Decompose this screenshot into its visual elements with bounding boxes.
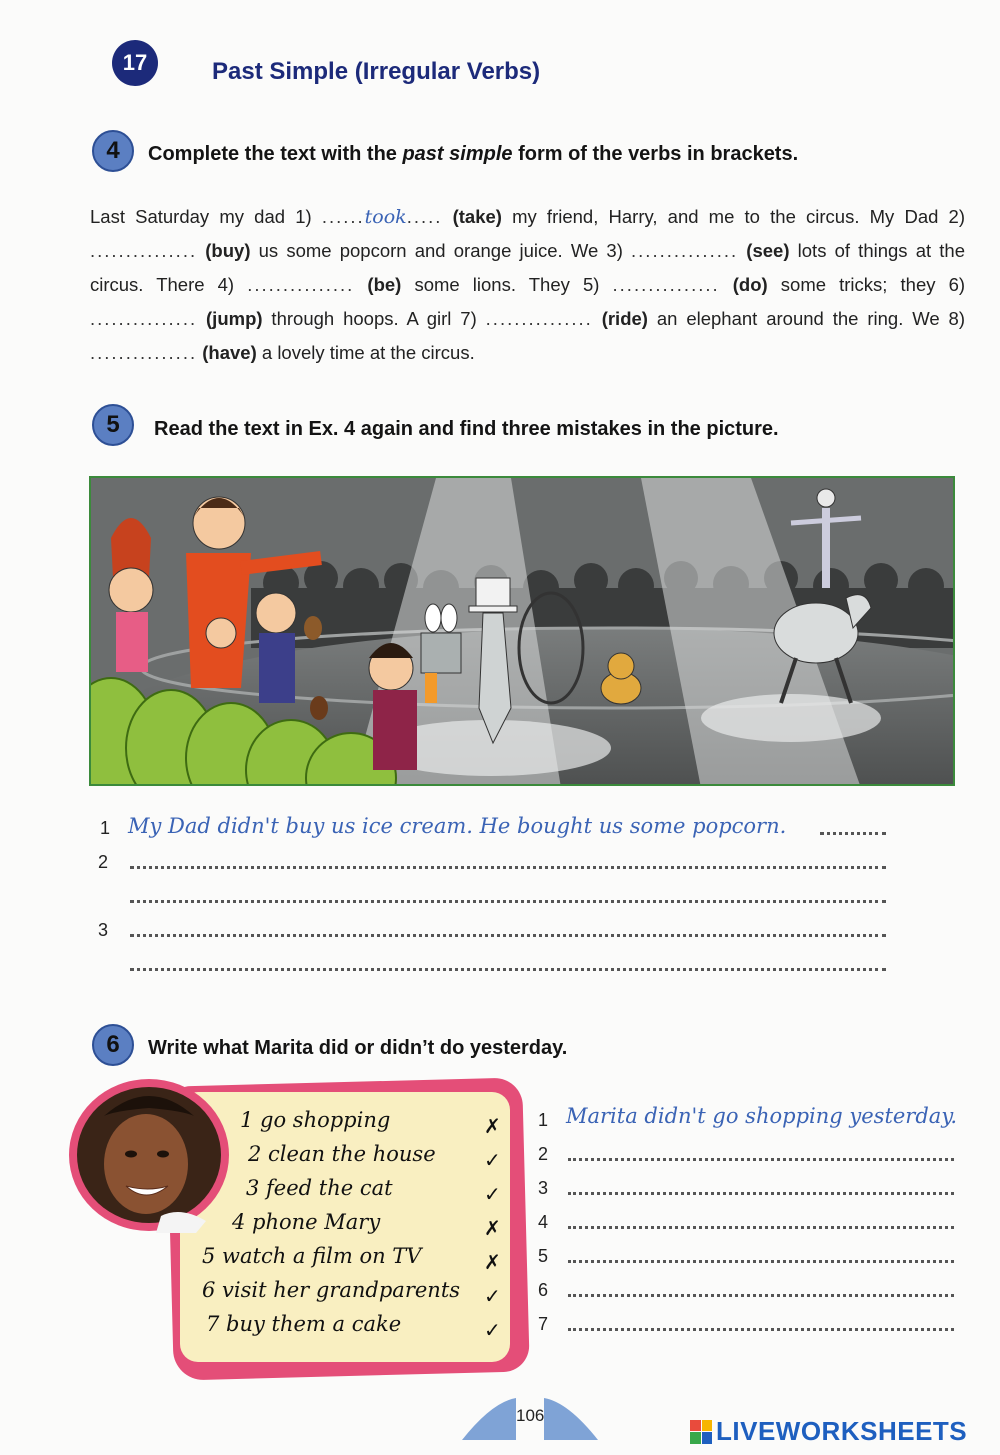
todo-item-1: 1 go shopping	[240, 1108, 391, 1132]
verb-hint-4: (be)	[367, 274, 402, 295]
liveworksheets-logo[interactable]	[690, 1416, 967, 1447]
circus-illustration	[91, 478, 955, 786]
blank-6[interactable]: ...............	[90, 308, 198, 329]
unit-number-badge: 17	[112, 40, 158, 86]
exercise-5-title: Read the text in Ex. 4 again and find three mistakes in the picture.	[154, 418, 779, 440]
cross-icon: ✗	[484, 1218, 501, 1240]
text-segment: Last Saturday my dad 1)	[90, 206, 312, 227]
exercise-4-title	[148, 143, 798, 166]
blank-4[interactable]: ...............	[247, 274, 355, 295]
answer-line-3[interactable]	[568, 1192, 954, 1195]
blank-8[interactable]: ...............	[90, 342, 198, 363]
portrait-image	[66, 1076, 232, 1234]
line-number: 5	[538, 1246, 549, 1266]
dotted-line	[820, 832, 886, 835]
title-text: form of the verbs in brackets.	[512, 143, 799, 165]
marita-portrait	[66, 1076, 232, 1234]
text-segment: some lions. They 5)	[401, 274, 600, 295]
todo-item-6: 6 visit her grandparents	[202, 1278, 461, 1302]
text-segment: us some popcorn and orange juice. We 3)	[250, 240, 623, 261]
answer-line-5[interactable]	[568, 1260, 954, 1263]
answer-line-4[interactable]	[568, 1226, 954, 1229]
verb-hint-7: (ride)	[601, 308, 648, 329]
unit-title: Past Simple (Irregular Verbs)	[212, 58, 541, 85]
title-text: Complete the text with the	[148, 143, 403, 165]
logo-icon	[690, 1420, 712, 1444]
line-number: 1	[100, 818, 111, 838]
text-segment: through hoops. A girl 7)	[262, 308, 477, 329]
line-number: 4	[538, 1212, 549, 1232]
answer-line-3a[interactable]	[130, 934, 886, 937]
answer-line-7[interactable]	[568, 1328, 954, 1331]
exercise-4-badge: 4	[92, 130, 134, 172]
verb-hint-2: (buy)	[205, 240, 251, 261]
blank-2[interactable]: ...............	[90, 240, 198, 261]
verb-hint-5: (do)	[732, 274, 768, 295]
answer-line-1[interactable]: My Dad didn't buy us ice cream. He bought us some popcorn.	[128, 814, 787, 838]
text-segment: some tricks; they 6)	[767, 274, 966, 295]
verb-hint-1: (take)	[452, 206, 502, 227]
text-segment: my friend, Harry, and me to the circus. My Dad 2)	[501, 206, 966, 227]
verb-hint-8: (have)	[202, 342, 257, 363]
blank-3[interactable]: ...............	[631, 240, 739, 261]
check-icon: ✓	[484, 1286, 501, 1308]
line-number: 2	[538, 1144, 549, 1164]
todo-item-2: 2 clean the house	[248, 1142, 436, 1166]
exercise-6-title: Write what Marita did or didn’t do yesterday.	[148, 1037, 568, 1059]
blank-1[interactable]: ......took.....	[321, 206, 443, 228]
blank-5[interactable]: ...............	[612, 274, 720, 295]
line-number: 1	[538, 1110, 549, 1130]
todo-item-3: 3 feed the cat	[246, 1176, 393, 1200]
text-segment: lots of things at the circus. There 4)	[90, 240, 965, 295]
answer-line-1[interactable]: Marita didn't go shopping yesterday.	[566, 1104, 958, 1128]
answer-1: took	[364, 206, 407, 228]
line-number: 6	[538, 1280, 549, 1300]
verb-hint-3: (see)	[746, 240, 790, 261]
answer-line-2[interactable]	[568, 1158, 954, 1161]
line-number: 7	[538, 1314, 549, 1334]
check-icon: ✓	[484, 1320, 501, 1342]
exercise-5-badge: 5	[92, 404, 134, 446]
exercise-6-badge: 6	[92, 1024, 134, 1066]
todo-item-5: 5 watch a film on TV	[202, 1244, 422, 1268]
cross-icon: ✗	[484, 1116, 501, 1138]
answer-line-2a[interactable]	[130, 866, 886, 869]
line-number: 3	[98, 920, 109, 940]
cross-icon: ✗	[484, 1252, 501, 1274]
title-emphasis: past simple	[402, 143, 513, 165]
verb-hint-6: (jump)	[206, 308, 263, 329]
text-segment: a lovely time at the circus.	[256, 342, 475, 363]
answer-line-2b[interactable]	[130, 900, 886, 903]
line-number: 2	[98, 852, 109, 872]
circus-picture	[89, 476, 955, 786]
exercise-4-text	[90, 200, 965, 370]
page-number: 106	[516, 1406, 545, 1425]
check-icon: ✓	[484, 1150, 501, 1172]
answer-line-6[interactable]	[568, 1294, 954, 1297]
logo-text: LIVEWORKSHEETS	[716, 1416, 968, 1446]
todo-item-7: 7 buy them a cake	[206, 1312, 402, 1336]
answer-line-3b[interactable]	[130, 968, 886, 971]
todo-item-4: 4 phone Mary	[232, 1210, 381, 1234]
text-segment: an elephant around the ring. We 8)	[647, 308, 966, 329]
line-number: 3	[538, 1178, 549, 1198]
blank-7[interactable]: ...............	[485, 308, 593, 329]
check-icon: ✓	[484, 1184, 501, 1206]
